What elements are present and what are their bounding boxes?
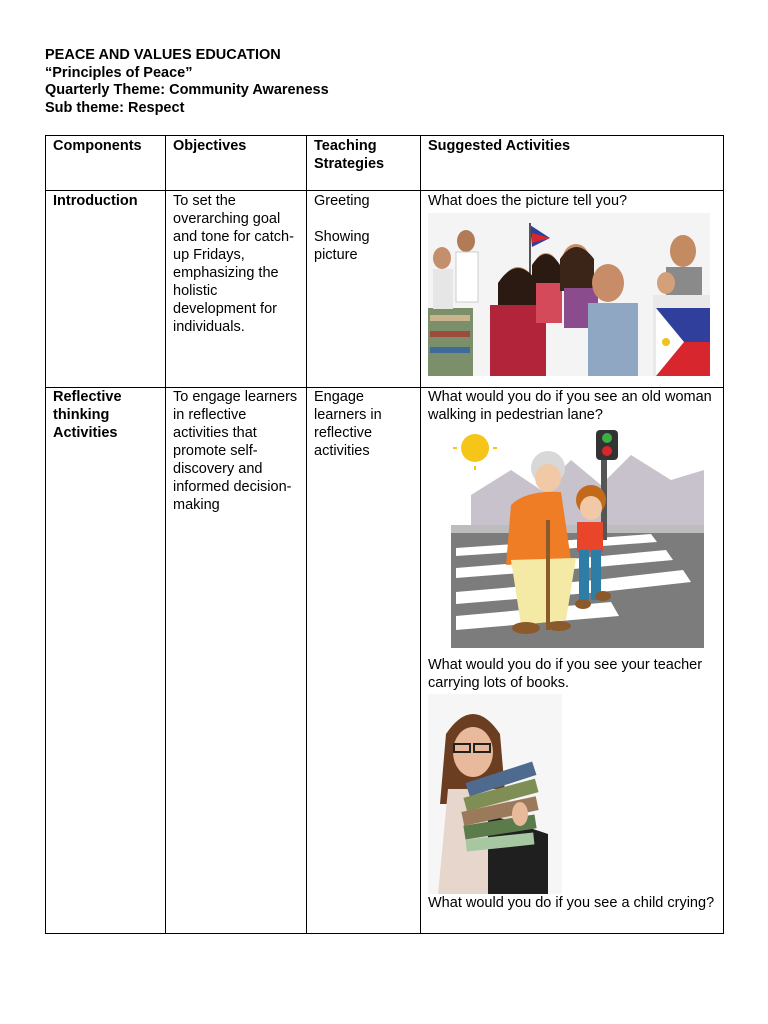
- strategy-item: Engage learners in reflective activities: [314, 389, 382, 459]
- component-cell: Introduction: [46, 191, 166, 388]
- table-row: [46, 191, 724, 388]
- family-photo: [428, 213, 710, 376]
- table-row: [46, 388, 724, 934]
- strategies-cell: [307, 388, 421, 934]
- teacher-with-books-photo: [428, 694, 562, 894]
- column-header-teaching-strategies: Teaching Strategies: [307, 136, 421, 191]
- objective-cell: To engage learners in reflective activities that promote self-discovery and informed decision-making: [166, 388, 307, 934]
- sub-theme: Sub theme: Respect: [45, 99, 185, 116]
- document-header: [45, 47, 329, 117]
- strategy-item: Showing picture: [314, 229, 370, 263]
- column-header-components: Components: [46, 136, 166, 191]
- activity-question: What would you do if you see a child crying?: [428, 895, 715, 911]
- table-header-row: [46, 136, 724, 191]
- strategy-item: Greeting: [314, 193, 370, 209]
- activities-cell: [421, 191, 724, 388]
- activity-question: What would you do if you see your teacher carrying lots of books.: [428, 657, 703, 691]
- component-cell: Reflective thinking Activities: [46, 388, 166, 934]
- column-header-objectives: Objectives: [166, 136, 307, 191]
- activity-question: What would you do if you see an old woman walking in pedestrian lane?: [428, 389, 712, 423]
- lesson-title: “Principles of Peace”: [45, 64, 193, 81]
- pedestrian-crossing-illustration: [451, 430, 704, 648]
- strategies-cell: [307, 191, 421, 388]
- activities-cell: [421, 388, 724, 934]
- quarterly-theme: Quarterly Theme: Community Awareness: [45, 82, 329, 99]
- subject-title: PEACE AND VALUES EDUCATION: [45, 47, 281, 63]
- lesson-plan-table: [45, 135, 724, 934]
- objective-cell: To set the overarching goal and tone for catch-up Fridays, emphasizing the holistic development for individuals.: [166, 191, 307, 388]
- activity-question: What does the picture tell you?: [428, 193, 628, 209]
- column-header-suggested-activities: Suggested Activities: [421, 136, 724, 191]
